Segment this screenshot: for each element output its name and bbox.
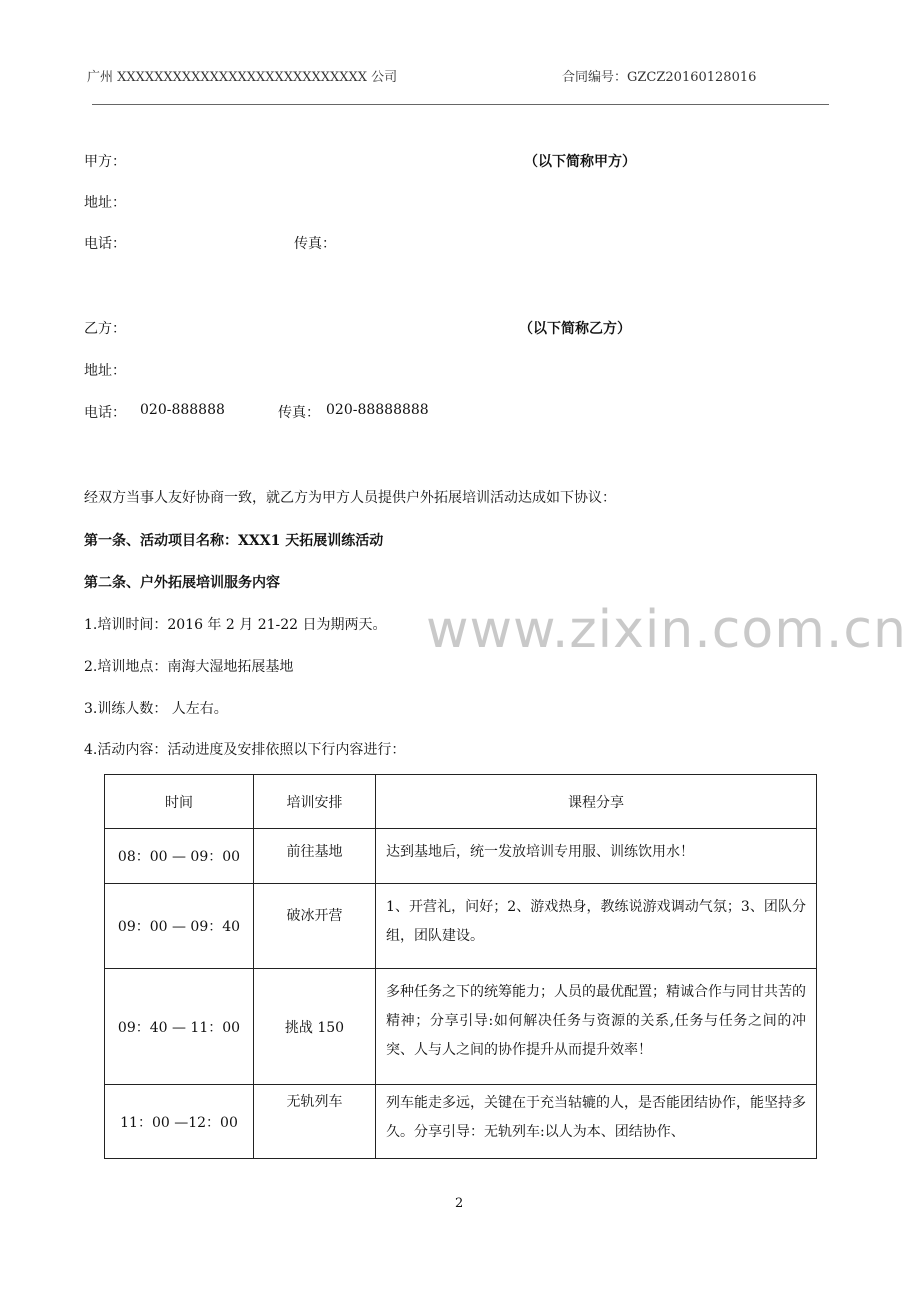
header-contract-number: 合同编号：GZCZ20160128016 [562, 70, 757, 85]
item-activity-content: 4.活动内容：活动进度及安排依照以下行内容进行： [84, 742, 406, 758]
party-a-address-label: 地址： [84, 195, 126, 211]
cell-arrangement: 破冰开营 [254, 884, 376, 969]
item-training-location: 2.培训地点：南海大湿地拓展基地 [84, 659, 294, 675]
table-row [105, 884, 817, 969]
column-header-time: 时间 [105, 775, 254, 829]
table-row [105, 829, 817, 884]
agreement-intro: 经双方当事人友好协商一致，就乙方为甲方人员提供户外拓展培训活动达成如下协议： [84, 490, 616, 506]
cell-share: 多种任务之下的统筹能力；人员的最优配置；精诚合作与同甘共苦的精神；分享引导:如何解决任务与资源的关系,任务与任务之间的冲突、人与人之间的协作提升从而提升效率！ [376, 969, 817, 1085]
cell-share: 列车能走多远，关键在于充当轱辘的人，是否能团结协作，能坚持多久。分享引导：无轨列车:以人为本、团结协作、 [376, 1085, 817, 1159]
party-b-address-label: 地址： [84, 363, 126, 379]
party-b-fax-label: 传真： [278, 405, 320, 421]
header-divider [92, 104, 829, 105]
cell-time: 08：00 — 09：00 [105, 829, 254, 884]
party-a-fax-label: 传真： [294, 236, 336, 252]
item-training-time: 1.培训时间：2016 年 2 月 21-22 日为期两天。 [84, 617, 387, 633]
cell-share: 达到基地后，统一发放培训专用服、训练饮用水！ [376, 829, 817, 884]
party-b-fax-value: 020-88888888 [326, 402, 429, 418]
cell-arrangement: 前往基地 [254, 829, 376, 884]
party-a-label: 甲方： [84, 154, 126, 170]
cell-time: 09：00 — 09：40 [105, 884, 254, 969]
cell-time: 09：40 — 11：00 [105, 969, 254, 1085]
table-header-row [105, 775, 817, 829]
cell-arrangement: 无轨列车 [254, 1085, 376, 1159]
page-number: 2 [455, 1196, 464, 1211]
column-header-arrangement: 培训安排 [254, 775, 376, 829]
party-b-label: 乙方： [84, 321, 126, 337]
article-1-heading: 第一条、活动项目名称：XXX1 天拓展训练活动 [84, 533, 384, 549]
party-b-phone-label: 电话： [84, 405, 126, 421]
party-a-phone-label: 电话： [84, 236, 126, 252]
cell-time: 11：00 —12：00 [105, 1085, 254, 1159]
table-row [105, 969, 817, 1085]
party-b-phone-value: 020-888888 [140, 402, 225, 418]
cell-arrangement: 挑战 150 [254, 969, 376, 1085]
header-company: 广州 XXXXXXXXXXXXXXXXXXXXXXXXXXX 公司 [87, 70, 398, 85]
table-row [105, 1085, 817, 1159]
column-header-share: 课程分享 [376, 775, 817, 829]
cell-share: 1、开营礼，问好；2、游戏热身，教练说游戏调动气氛；3、团队分组，团队建设。 [376, 884, 817, 969]
article-2-heading: 第二条、户外拓展培训服务内容 [84, 575, 280, 591]
party-b-alias: （以下简称乙方） [519, 321, 631, 337]
watermark: www.zixin.com.cn [426, 600, 907, 660]
party-a-alias: （以下简称甲方） [524, 154, 636, 170]
item-participant-count: 3.训练人数： 人左右。 [84, 701, 228, 717]
schedule-table [104, 774, 817, 1159]
